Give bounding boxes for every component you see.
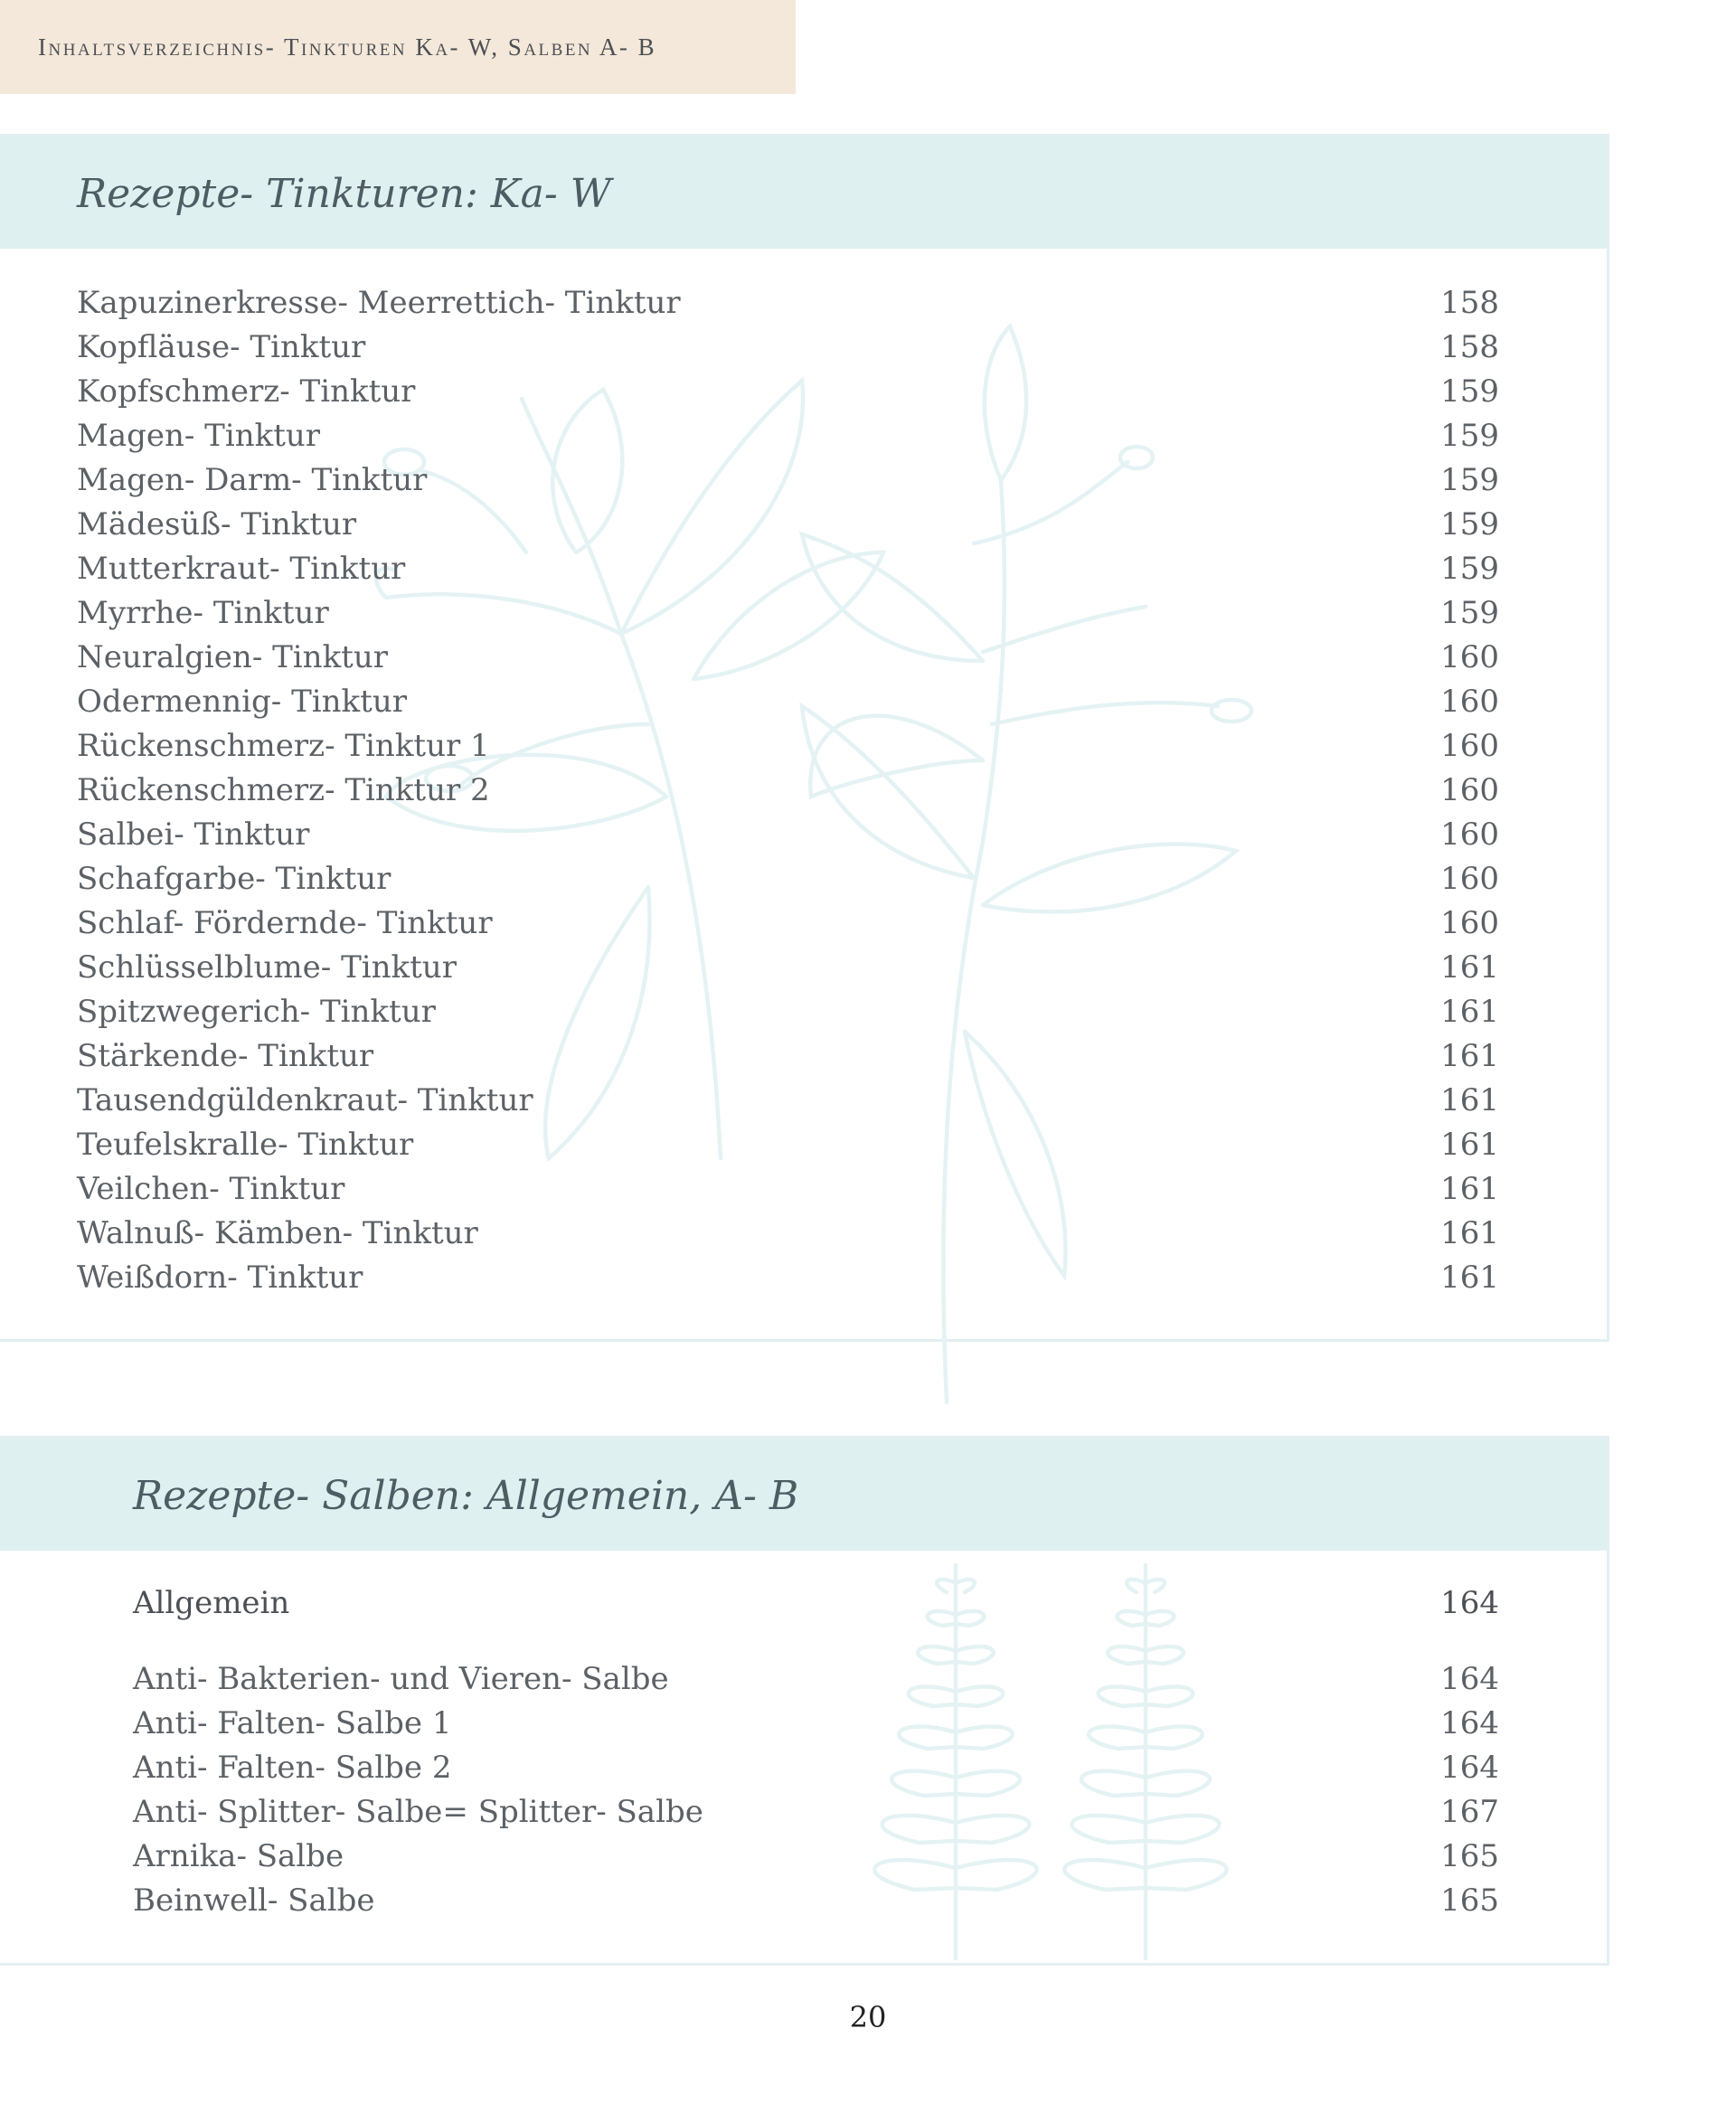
- toc-entry-page: 161: [1440, 1127, 1499, 1163]
- toc-entry[interactable]: [77, 506, 1499, 551]
- toc-entry-label: Kapuzinerkresse- Meerrettich- Tinktur: [77, 285, 681, 321]
- page-number: 20: [849, 2000, 887, 2034]
- toc-entry[interactable]: [77, 684, 1499, 728]
- toc-entry-label: Mutterkraut- Tinktur: [77, 551, 406, 587]
- chapter-header-tab: [0, 0, 796, 94]
- toc-entry[interactable]: [133, 1882, 1499, 1927]
- toc-entry-page: 165: [1440, 1838, 1499, 1874]
- toc-entry[interactable]: [77, 1082, 1499, 1127]
- toc-entry[interactable]: [77, 1127, 1499, 1171]
- toc-entry-page: 164: [1440, 1705, 1499, 1741]
- toc-entry[interactable]: [133, 1661, 1499, 1705]
- toc-entry[interactable]: [77, 772, 1499, 816]
- toc-entry-label: Kopfläuse- Tinktur: [77, 329, 366, 365]
- toc-entry[interactable]: [77, 816, 1499, 861]
- toc-entry[interactable]: [77, 1260, 1499, 1304]
- toc-entry-label: Anti- Splitter- Salbe= Splitter- Salbe: [133, 1794, 703, 1830]
- toc-entry-page: 164: [1440, 1750, 1499, 1786]
- toc-entry-page: 160: [1440, 728, 1499, 764]
- toc-entry-page: 161: [1440, 949, 1499, 986]
- toc-entry-label: Stärkende- Tinktur: [77, 1038, 374, 1074]
- toc-entry[interactable]: [77, 418, 1499, 462]
- toc-entry-page: 164: [1440, 1661, 1499, 1697]
- toc-entry-label: Odermennig- Tinktur: [77, 684, 407, 720]
- toc-entry-label: Salbei- Tinktur: [77, 816, 310, 853]
- toc-entry[interactable]: [77, 905, 1499, 949]
- toc-entry[interactable]: [77, 595, 1499, 639]
- toc-entry-label: Neuralgien- Tinktur: [77, 639, 388, 675]
- toc-entry-label: Weißdorn- Tinktur: [77, 1260, 363, 1296]
- toc-entry[interactable]: [77, 639, 1499, 684]
- toc-entry-label: Magen- Tinktur: [77, 418, 321, 454]
- section-header: [0, 137, 1607, 249]
- section-salben: [0, 1436, 1609, 1966]
- toc-entry-label: Anti- Falten- Salbe 2: [133, 1750, 452, 1786]
- toc-entry-page: 160: [1440, 861, 1499, 897]
- toc-entry-label: Rückenschmerz- Tinktur 2: [77, 772, 490, 808]
- toc-entry-page: 161: [1440, 1260, 1499, 1296]
- toc-entry-label: Mädesüß- Tinktur: [77, 506, 357, 543]
- toc-entry[interactable]: [77, 1038, 1499, 1082]
- chapter-header-label: Inhaltsverzeichnis- Tinkturen Ka- W, Salben A- B: [38, 33, 657, 61]
- toc-entry-page: 159: [1440, 595, 1499, 631]
- section-title: Rezepte- Tinkturen: Ka- W: [77, 171, 611, 217]
- toc-entry-label: Anti- Falten- Salbe 1: [133, 1705, 452, 1741]
- toc-entry-label: Schlaf- Förderndе- Tinktur: [77, 905, 493, 941]
- toc-entry-label: Kopfschmerz- Tinktur: [77, 373, 416, 410]
- toc-entry-label: Arnika- Salbe: [133, 1838, 344, 1874]
- toc-entry[interactable]: [133, 1705, 1499, 1750]
- toc-entry-page: 161: [1440, 1082, 1499, 1118]
- toc-entry[interactable]: [77, 285, 1499, 329]
- toc-entry-page: 160: [1440, 639, 1499, 675]
- toc-entry-page: 165: [1440, 1882, 1499, 1919]
- toc-entry[interactable]: [77, 551, 1499, 595]
- section-header: [0, 1439, 1607, 1551]
- toc-entry[interactable]: [77, 949, 1499, 994]
- toc-entry-label: Veilchen- Tinktur: [77, 1171, 345, 1207]
- toc-entry[interactable]: [77, 728, 1499, 772]
- toc-entry-label: Teufelskralle- Tinktur: [77, 1127, 414, 1163]
- toc-entry-page: 161: [1440, 1171, 1499, 1207]
- toc-entry[interactable]: [77, 462, 1499, 506]
- toc-entry-page: 159: [1440, 506, 1499, 543]
- toc-entry-page: 160: [1440, 684, 1499, 720]
- toc-entry[interactable]: [77, 1171, 1499, 1215]
- toc-entry-label: Tausendgüldenkraut- Tinktur: [77, 1082, 533, 1118]
- toc-entry-page: 161: [1440, 1038, 1499, 1074]
- section-title: Rezepte- Salben: Allgemein, A- B: [133, 1473, 799, 1519]
- toc-entry[interactable]: [77, 1215, 1499, 1260]
- toc-entry-label: Beinwell- Salbe: [133, 1882, 375, 1919]
- toc-entry-label: Schafgarbe- Tinktur: [77, 861, 392, 897]
- section-tinkturen: [0, 134, 1609, 1342]
- toc-entry-page: 158: [1440, 329, 1499, 365]
- toc-entry-label: Allgemein: [133, 1585, 290, 1621]
- toc-entry-label: Rückenschmerz- Tinktur 1: [77, 728, 490, 764]
- toc-entry-page: 161: [1440, 1215, 1499, 1251]
- toc-entry-label: Schlüsselblume- Tinktur: [77, 949, 457, 986]
- toc-entry-page: 159: [1440, 551, 1499, 587]
- toc-entry[interactable]: [133, 1838, 1499, 1882]
- toc-entry-page: 161: [1440, 994, 1499, 1030]
- toc-entry-label: Walnuß- Kämben- Tinktur: [77, 1215, 478, 1251]
- toc-entry-page: 158: [1440, 285, 1499, 321]
- toc-entry-page: 164: [1440, 1585, 1499, 1621]
- toc-entry[interactable]: [133, 1750, 1499, 1794]
- toc-entry[interactable]: [77, 861, 1499, 905]
- toc-entry-page: 159: [1440, 373, 1499, 410]
- toc-entry-page: 160: [1440, 905, 1499, 941]
- toc-entry-page: 160: [1440, 772, 1499, 808]
- toc-entry[interactable]: [77, 373, 1499, 418]
- toc-entry-label: Spitzwegerich- Tinktur: [77, 994, 436, 1030]
- toc-entry-label: Anti- Bakterien- und Vieren- Salbe: [133, 1661, 669, 1697]
- toc-entry-page: 160: [1440, 816, 1499, 853]
- toc-entry-label: Myrrhe- Tinktur: [77, 595, 329, 631]
- toc-entry-label: Magen- Darm- Tinktur: [77, 462, 428, 498]
- toc-entry-page: 167: [1440, 1794, 1499, 1830]
- toc-entry-page: 159: [1440, 462, 1499, 498]
- toc-entry[interactable]: [77, 994, 1499, 1038]
- toc-entry-general[interactable]: [133, 1585, 1499, 1629]
- toc-entry[interactable]: [133, 1794, 1499, 1838]
- toc-entry-page: 159: [1440, 418, 1499, 454]
- toc-entry[interactable]: [77, 329, 1499, 373]
